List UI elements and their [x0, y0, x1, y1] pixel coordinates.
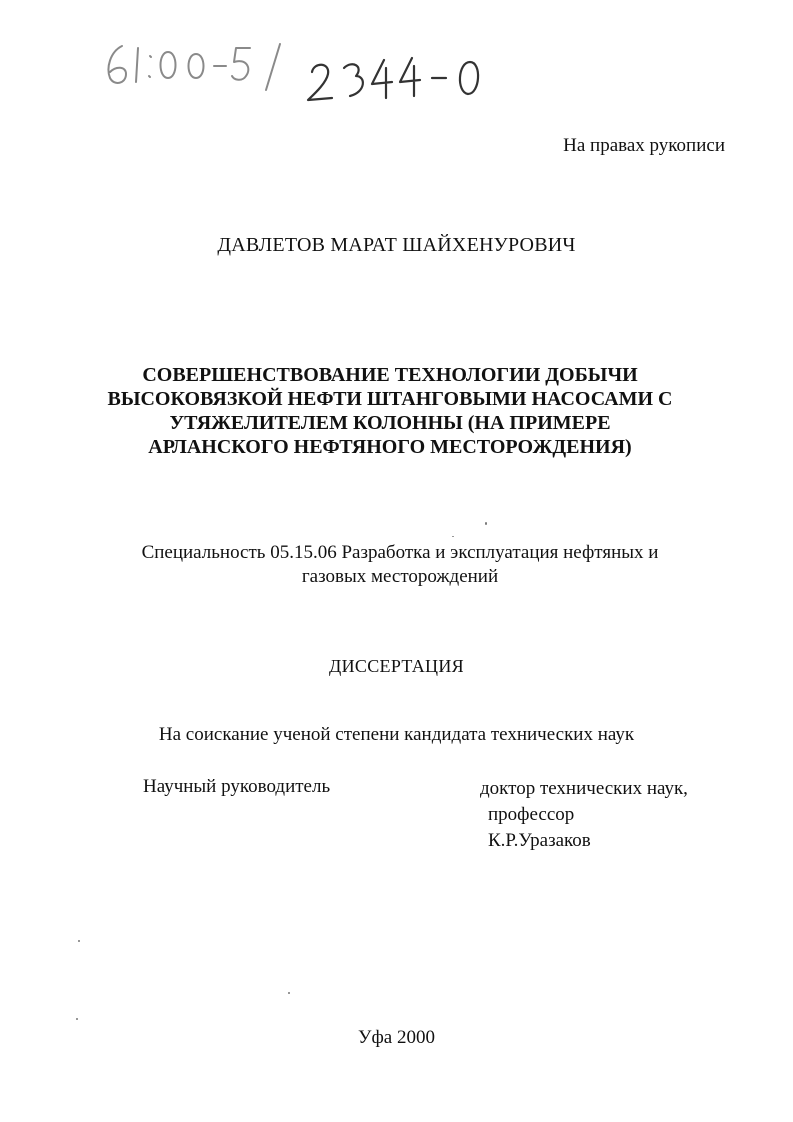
supervisor-degree: доктор технических наук, — [480, 778, 688, 799]
supervisor-title: профессор — [488, 804, 575, 825]
supervisor-info — [480, 776, 688, 854]
scan-speck — [452, 536, 454, 537]
title-line: АРЛАНСКОГО НЕФТЯНОГО МЕСТОРОЖДЕНИЯ) — [148, 436, 632, 458]
specialty-line: газовых месторождений — [301, 566, 499, 587]
handwritten-archive-number — [100, 38, 500, 108]
title-line: УТЯЖЕЛИТЕЛЕМ КОЛОННЫ (НА ПРИМЕРЕ — [169, 412, 611, 434]
title-line: ВЫСОКОВЯЗКОЙ НЕФТИ ШТАНГОВЫМИ НАСОСАМИ С — [107, 388, 673, 410]
city-year: Уфа 2000 — [358, 1027, 435, 1048]
scan-speck — [76, 1018, 78, 1020]
handwritten-note-drawing — [100, 38, 500, 108]
scan-speck — [485, 522, 487, 525]
supervisor-label: Научный руководитель — [143, 776, 331, 797]
degree-statement: На соискание ученой степени кандидата технических наук — [158, 724, 635, 745]
title-line: СОВЕРШЕНСТВОВАНИЕ ТЕХНОЛОГИИ ДОБЫЧИ — [142, 364, 638, 386]
document-type: ДИССЕРТАЦИЯ — [329, 656, 464, 676]
supervisor-name: К.Р.Уразаков — [488, 830, 591, 851]
scan-speck — [288, 992, 290, 994]
specialty — [60, 541, 740, 589]
scan-speck — [78, 940, 80, 942]
dissertation-title — [90, 363, 690, 459]
author-name: ДАВЛЕТОВ МАРАТ ШАЙХЕНУРОВИЧ — [217, 234, 576, 256]
specialty-line: Специальность 05.15.06 Разработка и эксплуатация нефтяных и — [141, 542, 659, 563]
manuscript-rights-note: На правах рукописи — [563, 135, 725, 156]
